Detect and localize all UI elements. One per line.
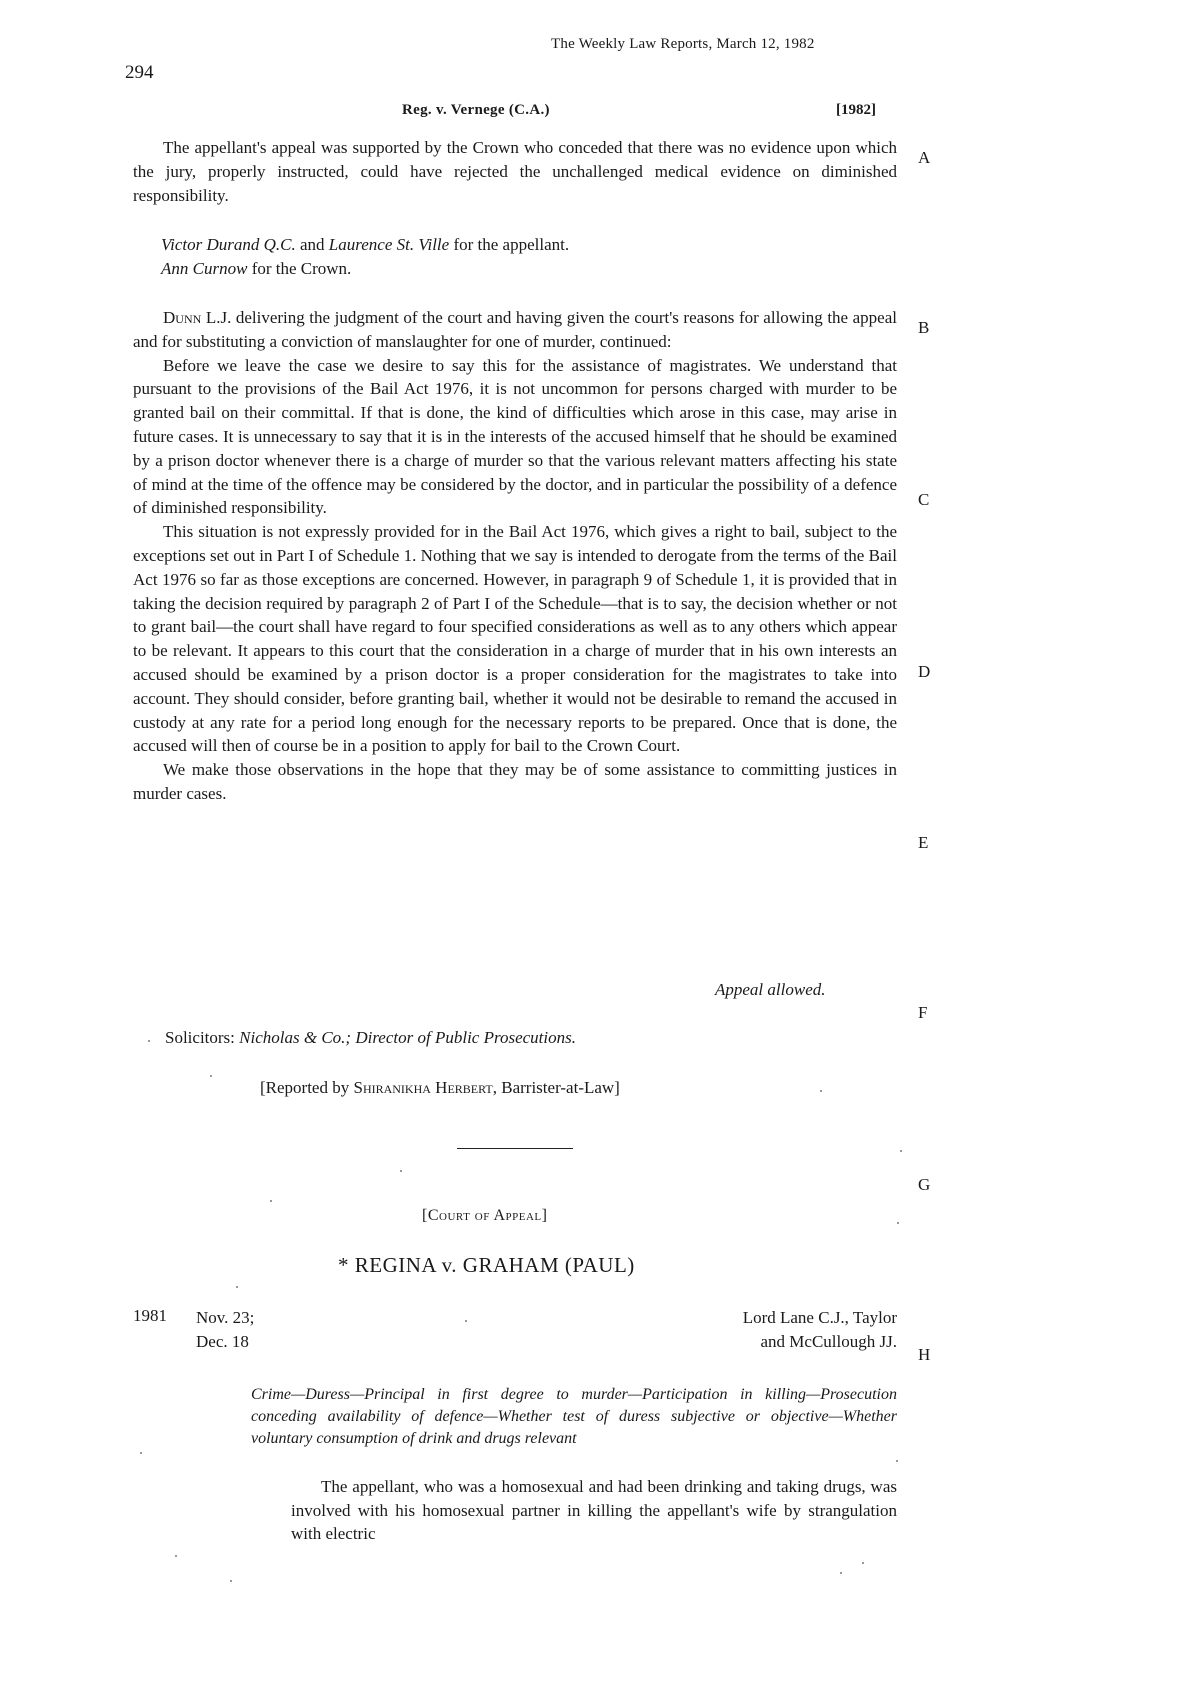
headnote xyxy=(291,1475,897,1546)
judgment-intro xyxy=(133,306,897,354)
counsel-crown xyxy=(161,257,881,281)
solicitors-label: Solicitors: xyxy=(165,1028,240,1047)
case-header-name: Reg. v. Vernege (C.A.) xyxy=(402,102,550,118)
scan-speck xyxy=(175,1555,177,1557)
counsel-appellant-leader: Victor Durand Q.C. xyxy=(161,235,296,254)
reporter-prefix: [Reported by xyxy=(260,1078,354,1097)
page-number: 294 xyxy=(125,62,154,83)
judgment-paragraph: This situation is not expressly provided for in the Bail Act 1976, which gives a right to bail, subject to the exceptions set out in Part I of Schedule 1. Nothing that we say is intended to derogate from the terms of the Bail Act 1976 so far as those exceptions are concerned. However, in paragraph 9 of Schedule 1, it is provided that in taking the decision required by paragraph 2 of Part I of the Schedule—that is to say, the decision whether or not to grant bail—the court shall have regard to four specified considerations as well as to any others which appear to be relevant. It appears to this court that the consideration in a charge of murder that in his own interests an accused should be examined by a prison doctor is a proper consideration for the magistrates to take into account. They should consider, before granting bail, whether it would not be desirable to remand the accused in custody at any rate for a period long enough for the necessary reports to be prepared. Once that is done, the accused will then of course be in a position to apply for bail to the Crown Court. xyxy=(133,522,897,756)
scan-speck xyxy=(897,1222,899,1224)
counsel-list xyxy=(161,233,881,281)
scan-speck xyxy=(400,1170,402,1172)
scan-speck xyxy=(148,1040,150,1042)
scan-speck xyxy=(230,1580,232,1582)
margin-letter: E xyxy=(918,833,929,852)
scan-speck xyxy=(900,1150,902,1152)
scan-speck xyxy=(820,1090,822,1092)
judgment xyxy=(133,306,897,806)
scan-speck xyxy=(465,1320,467,1322)
decision-dates xyxy=(196,1306,254,1354)
headnote-text: The appellant, who was a homosexual and had been drinking and taking drugs, was involved with his homosexual partner in killing the appellant's wife by strangulation with electric xyxy=(291,1477,897,1543)
decision-date: Nov. 23; xyxy=(196,1308,255,1327)
section-divider xyxy=(457,1148,573,1149)
counsel-appellant-junior: Laurence St. Ville xyxy=(328,235,450,254)
judgment-intro-text: L.J. delivering the judgment of the court and having given the court's reasons for allowing the appeal and for substituting a conviction of manslaughter for one of murder, continued: xyxy=(133,308,897,351)
decision-year: 1981 xyxy=(133,1306,167,1325)
result: Appeal allowed. xyxy=(715,980,826,999)
judges-line: Lord Lane C.J., Taylor xyxy=(742,1308,897,1327)
scan-speck xyxy=(140,1452,142,1454)
scan-speck xyxy=(210,1075,212,1077)
judges-line: and McCullough JJ. xyxy=(760,1332,897,1351)
scan-speck xyxy=(862,1562,864,1564)
running-head: The Weekly Law Reports, March 12, 1982 xyxy=(551,36,815,52)
judges xyxy=(600,1306,897,1354)
judge-name: Dunn xyxy=(163,308,202,327)
decision-date: Dec. 18 xyxy=(196,1332,249,1351)
scan-speck xyxy=(896,1460,898,1462)
judgment-paragraph: Before we leave the case we desire to say this for the assistance of magistrates. We understand that pursuant to the provisions of the Bail Act 1976, it is not uncommon for persons charged with murder to be granted bail on their committal. If that is done, the kind of difficulties which arose in this case, may arise in future cases. It is unnecessary to say that it is in the interests of the accused himself that he should be examined by a prison doctor whenever there is a charge of murder so that the various relevant matters affecting his state of mind at the time of the offence may be considered by the doctor, and in particular the possibility of a defence of diminished responsibility. xyxy=(133,355,897,518)
margin-letter: D xyxy=(918,662,931,681)
reporter-suffix: , Barrister-at-Law] xyxy=(492,1078,620,1097)
margin-letter: H xyxy=(918,1345,931,1364)
margin-letter: B xyxy=(918,318,930,337)
scan-speck xyxy=(840,1572,842,1574)
scan-speck xyxy=(270,1200,272,1202)
margin-letter: A xyxy=(918,148,931,167)
margin-letter: F xyxy=(918,1003,928,1022)
case-header-year: [1982] xyxy=(836,102,876,118)
scan-speck xyxy=(236,1286,238,1288)
opening-paragraph-text: The appellant's appeal was supported by the Crown who conceded that there was no evidence upon which the jury, properly instructed, could have rejected the unchallenged medical evidence on diminished responsibility. xyxy=(133,138,897,205)
reporter-name: Shiranikha Herbert xyxy=(353,1078,493,1097)
judgment-paragraph: We make those observations in the hope that they may be of some assistance to committing justices in murder cases. xyxy=(133,760,897,803)
court-label: [Court of Appeal] xyxy=(422,1207,548,1224)
solicitors-names: Nicholas & Co.; Director of Public Prosecutions. xyxy=(239,1028,576,1047)
solicitors xyxy=(165,1028,576,1048)
counsel-appellant xyxy=(161,233,881,257)
counsel-crown-suffix: for the Crown. xyxy=(247,259,352,278)
reporter-line xyxy=(260,1078,620,1098)
margin-letter: C xyxy=(918,490,930,509)
counsel-and: and xyxy=(295,235,329,254)
margin-letter: G xyxy=(918,1175,931,1194)
catchwords: Crime—Duress—Principal in first degree to murder—Participation in killing—Prosecution conceding availability of defence—Whether test of duress subjective or objective—Whether voluntary consumption of drink and drugs relevant xyxy=(251,1386,897,1447)
counsel-crown-name: Ann Curnow xyxy=(161,259,248,278)
counsel-appellant-suffix: for the appellant. xyxy=(449,235,570,254)
case-title: * REGINA v. GRAHAM (PAUL) xyxy=(338,1253,635,1277)
opening-paragraph xyxy=(133,136,897,207)
